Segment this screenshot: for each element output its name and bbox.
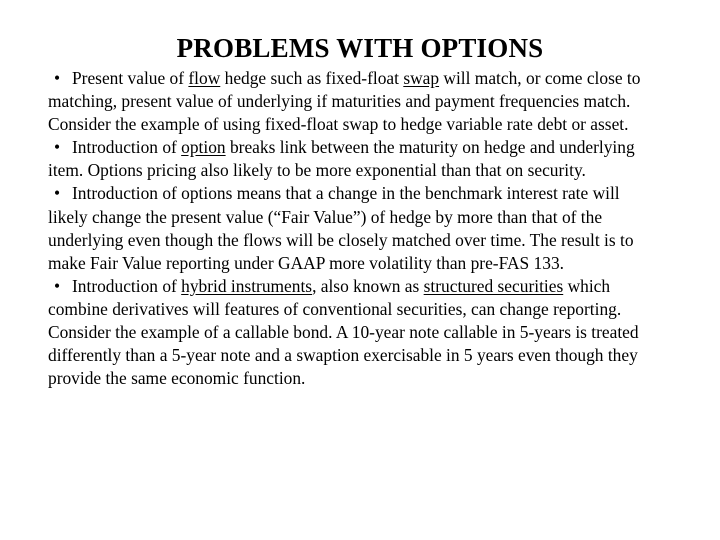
bullet-text: , also known as bbox=[312, 275, 424, 296]
bullet-item bbox=[48, 182, 648, 274]
underlined-term: option bbox=[181, 137, 226, 158]
bullet-item bbox=[48, 67, 648, 136]
bullet-text: breaks link between the maturity on hedge and underlying item. Options pricing also likely to be more exponential than that on security. bbox=[48, 137, 635, 181]
bullet-dot: • bbox=[54, 183, 61, 204]
underlined-term: hybrid instruments bbox=[181, 275, 313, 296]
slide-title: PROBLEMS WITH OPTIONS bbox=[176, 33, 544, 63]
underlined-term: swap bbox=[403, 68, 440, 88]
underlined-term: structured securities bbox=[423, 275, 564, 296]
bullet-text: Present value of bbox=[72, 68, 189, 88]
bullet-text: hedge such as fixed-float bbox=[220, 68, 404, 88]
bullet-text: will match, or come close to matching, present value of underlying if maturities and payment frequencies match. Consider the example of using fixed-float swap to hedge variable rate debt or asset. bbox=[48, 68, 641, 135]
bullet-text: Introduction of bbox=[72, 275, 182, 296]
bullet-text: Introduction of bbox=[72, 137, 182, 158]
bullet-item bbox=[48, 136, 648, 182]
bullet-item bbox=[48, 275, 648, 390]
underlined-term: flow bbox=[188, 68, 221, 88]
slide-body bbox=[48, 67, 648, 390]
bullet-dot: • bbox=[54, 137, 61, 158]
bullet-dot: • bbox=[54, 68, 61, 88]
bullet-text: which combine derivatives will features of conventional securities, can change reporting. Consider the example of a callable bond. A 10-year note callable in 5-years is treated differently than a 5-year note and a swaption exercisable in 5 years even though they provide the same economic function. bbox=[48, 275, 639, 389]
bullet-dot: • bbox=[54, 275, 61, 296]
bullet-text: Introduction of options means that a change in the benchmark interest rate will likely change the present value (“Fair Value”) of hedge by more than that of the underlying even though the flows will be closely matched over time. The result is to make Fair Value reporting under GAAP more volatility than pre-FAS 133. bbox=[48, 183, 634, 273]
